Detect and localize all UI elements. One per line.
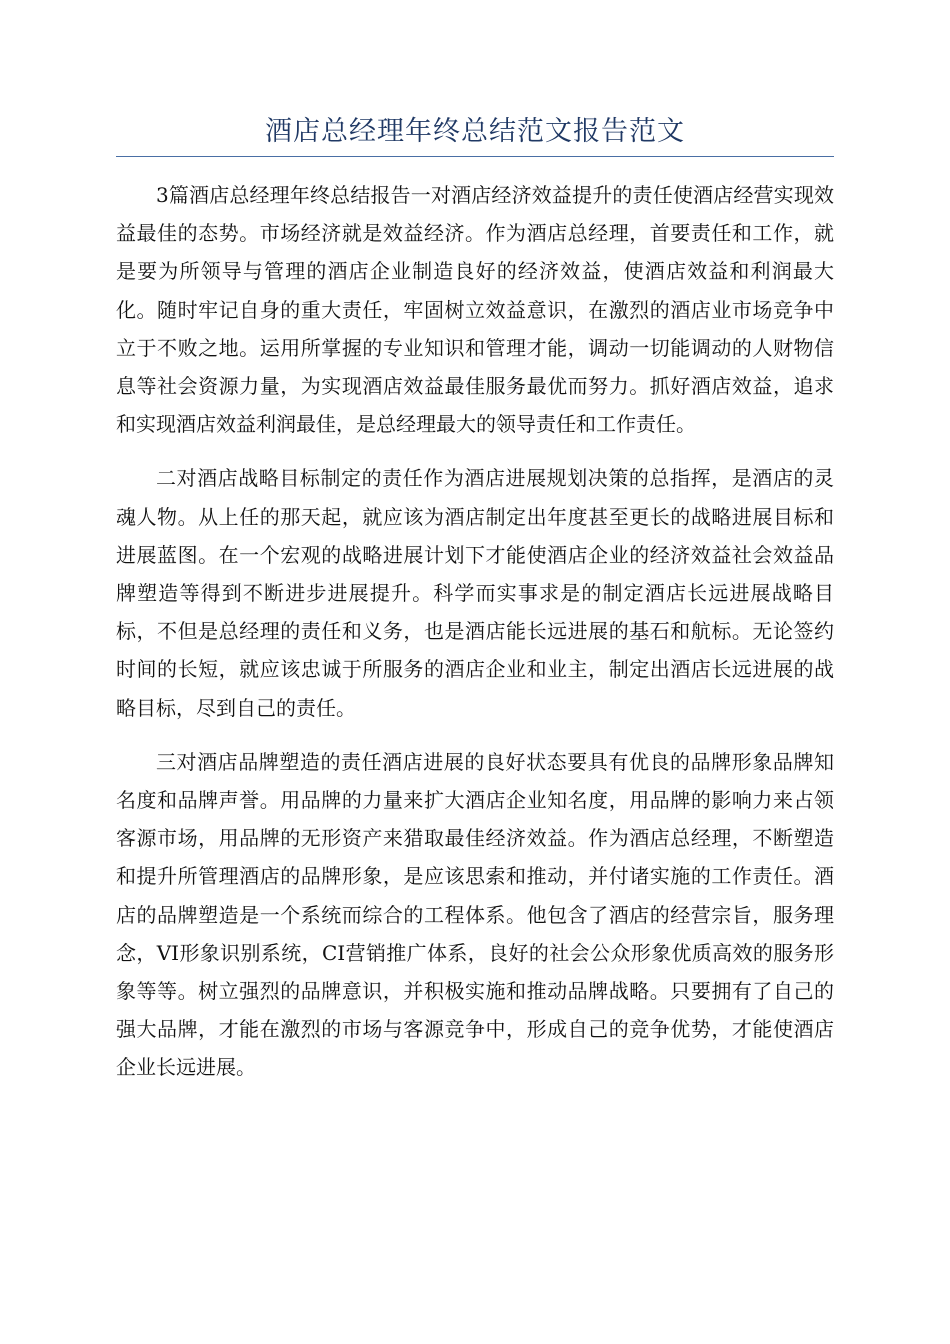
title-block	[116, 112, 834, 157]
paragraph-1: 3篇酒店总经理年终总结报告一对酒店经济效益提升的责任使酒店经营实现效益最佳的态势。市场经济就是效益经济。作为酒店总经理，首要责任和工作，就是要为所领导与管理的酒店企业制造良好的经济效益，使酒店效益和利润最大化。随时牢记自身的重大责任，牢固树立效益意识，在激烈的酒店业市场竞争中立于不败之地。运用所掌握的专业知识和管理才能，调动一切能调动的人财物信息等社会资源力量，为实现酒店效益最佳服务最优而努力。抓好酒店效益，追求和实现酒店效益利润最佳，是总经理最大的领导责任和工作责任。	[116, 183, 834, 437]
paragraph-3: 三对酒店品牌塑造的责任酒店进展的良好状态要具有优良的品牌形象品牌知名度和品牌声誉。用品牌的力量来扩大酒店企业知名度，用品牌的影响力来占领客源市场，用品牌的无形资产来猎取最佳经济效益。作为酒店总经理，不断塑造和提升所管理酒店的品牌形象，是应该思索和推动，并付诸实施的工作责任。酒店的品牌塑造是一个系统而综合的工程体系。他包含了酒店的经营宗旨，服务理念，VI形象识别系统，CI营销推广体系，良好的社会公众形象优质高效的服务形象等等。树立强烈的品牌意识，并积极实施和推动品牌战略。只要拥有了自己的强大品牌，才能在激烈的市场与客源竞争中，形成自己的竞争优势，才能使酒店企业长远进展。	[116, 749, 834, 1080]
document-body	[116, 176, 834, 1103]
document-title: 酒店总经理年终总结范文报告范文	[265, 116, 685, 147]
paragraph-2: 二对酒店战略目标制定的责任作为酒店进展规划决策的总指挥，是酒店的灵魂人物。从上任的那天起，就应该为酒店制定出年度甚至更长的战略进展目标和进展蓝图。在一个宏观的战略进展计划下才能使酒店企业的经济效益社会效益品牌塑造等得到不断进步进展提升。科学而实事求是的制定酒店长远进展战略目标，不但是总经理的责任和义务，也是酒店能长远进展的基石和航标。无论签约时间的长短，就应该忠诚于所服务的酒店企业和业主，制定出酒店长远进展的战略目标，尽到自己的责任。	[116, 466, 834, 720]
